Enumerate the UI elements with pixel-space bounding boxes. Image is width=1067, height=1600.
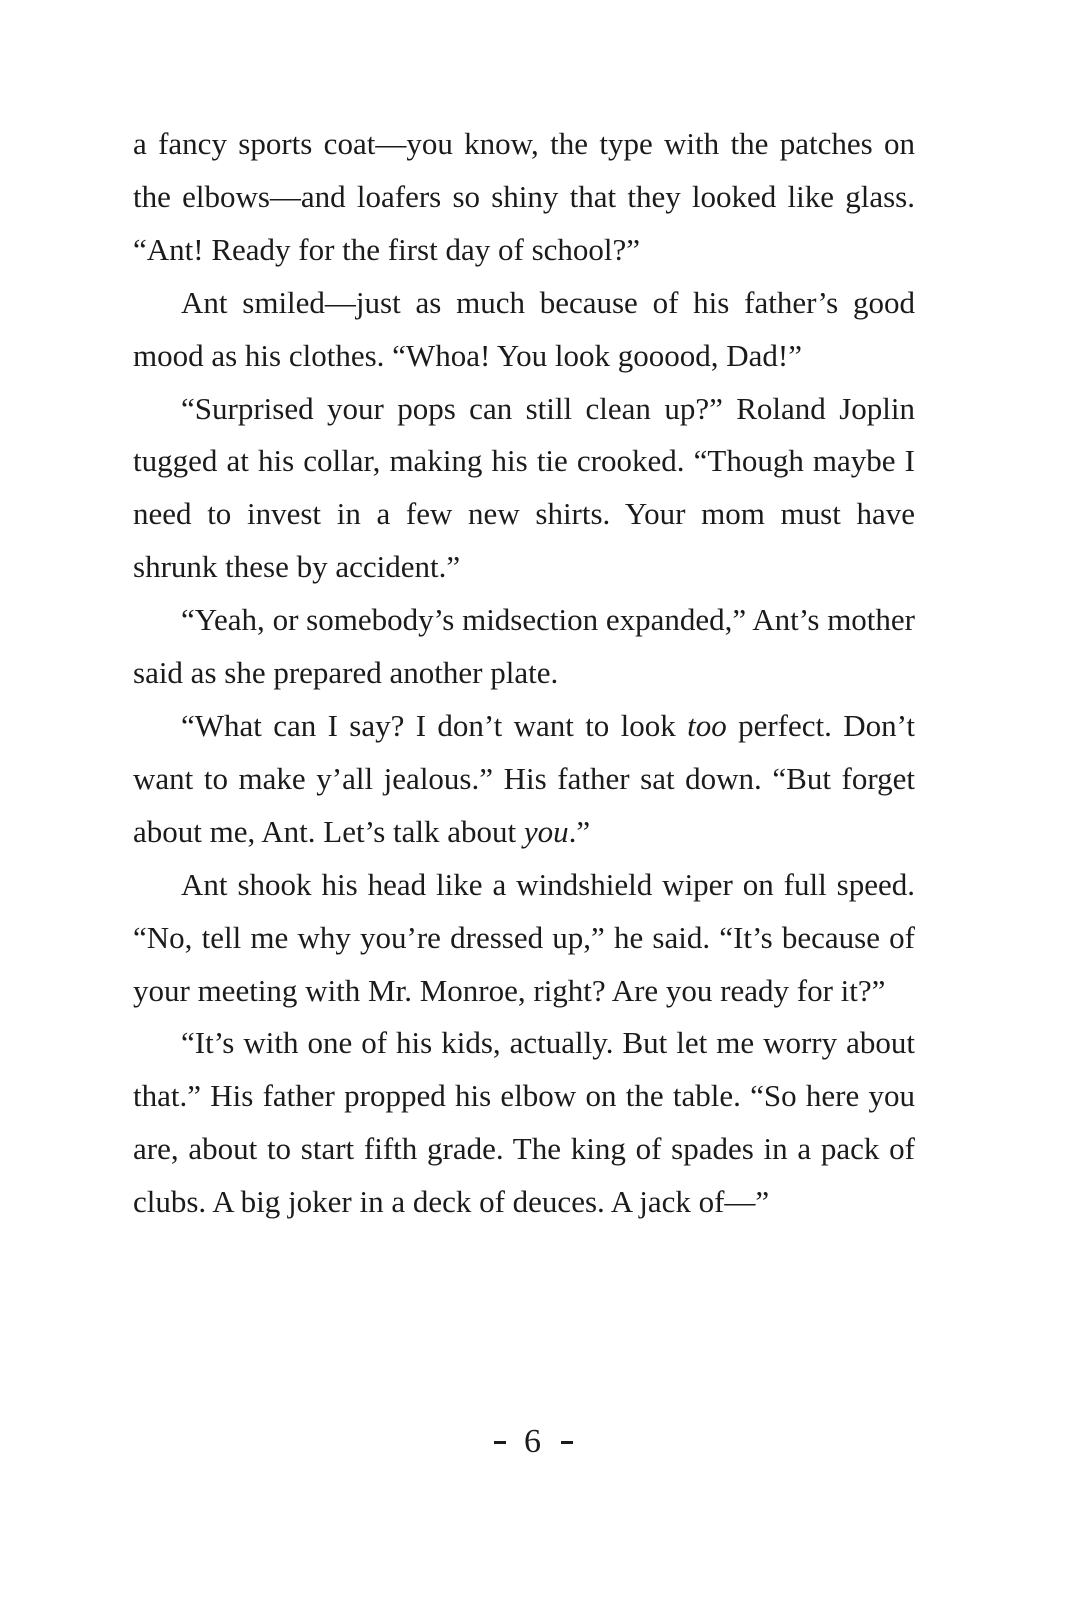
paragraph-5-text-a: “What can I say? I don’t want to look	[181, 707, 688, 743]
paragraph-2: Ant smiled—just as much because of his father’s good mood as his clothes. “Whoa! You look gooood, Dad!”	[133, 284, 915, 373]
paragraph-1: a fancy sports coat—you know, the type with the patches on the elbows—and loafers so shiny that they looked like glass. “Ant! Ready for the first day of school?”	[133, 126, 915, 267]
paragraph-5-italic-you: you	[523, 813, 569, 849]
page-number: 6	[524, 1423, 543, 1460]
page-number-footer	[0, 1423, 1067, 1461]
paragraph-5-text-b: perfect. Don’t want to make y’all jealous.” His father sat down. “But forget about me, Ant. Let’s talk about	[133, 707, 915, 849]
paragraph-6: Ant shook his head like a windshield wiper on full speed. “No, tell me why you’re dressed up,” he said. “It’s because of your meeting with Mr. Monroe, right? Are you ready for it?”	[133, 866, 915, 1008]
folio-dash-left	[494, 1441, 506, 1444]
folio-dash-right	[561, 1441, 573, 1444]
paragraph-7: “It’s with one of his kids, actually. But let me worry about that.” His father propped his elbow on the table. “So here you are, about to start fifth grade. The king of spades in a pack of clubs. A big joker in a deck of deuces. A jack of—”	[133, 1025, 915, 1220]
paragraph-5-italic-too: too	[687, 707, 727, 743]
paragraph-4: “Yeah, or somebody’s midsection expanded,” Ant’s mother said as she prepared another plate.	[133, 602, 915, 691]
paragraph-3: “Surprised your pops can still clean up?” Roland Joplin tugged at his collar, making his tie crooked. “Though maybe I need to invest in a few new shirts. Your mom must have shrunk these by accident.”	[133, 390, 915, 585]
page-body	[133, 118, 915, 1229]
paragraph-5	[133, 700, 915, 859]
paragraph-5-text-c: .”	[568, 813, 591, 849]
